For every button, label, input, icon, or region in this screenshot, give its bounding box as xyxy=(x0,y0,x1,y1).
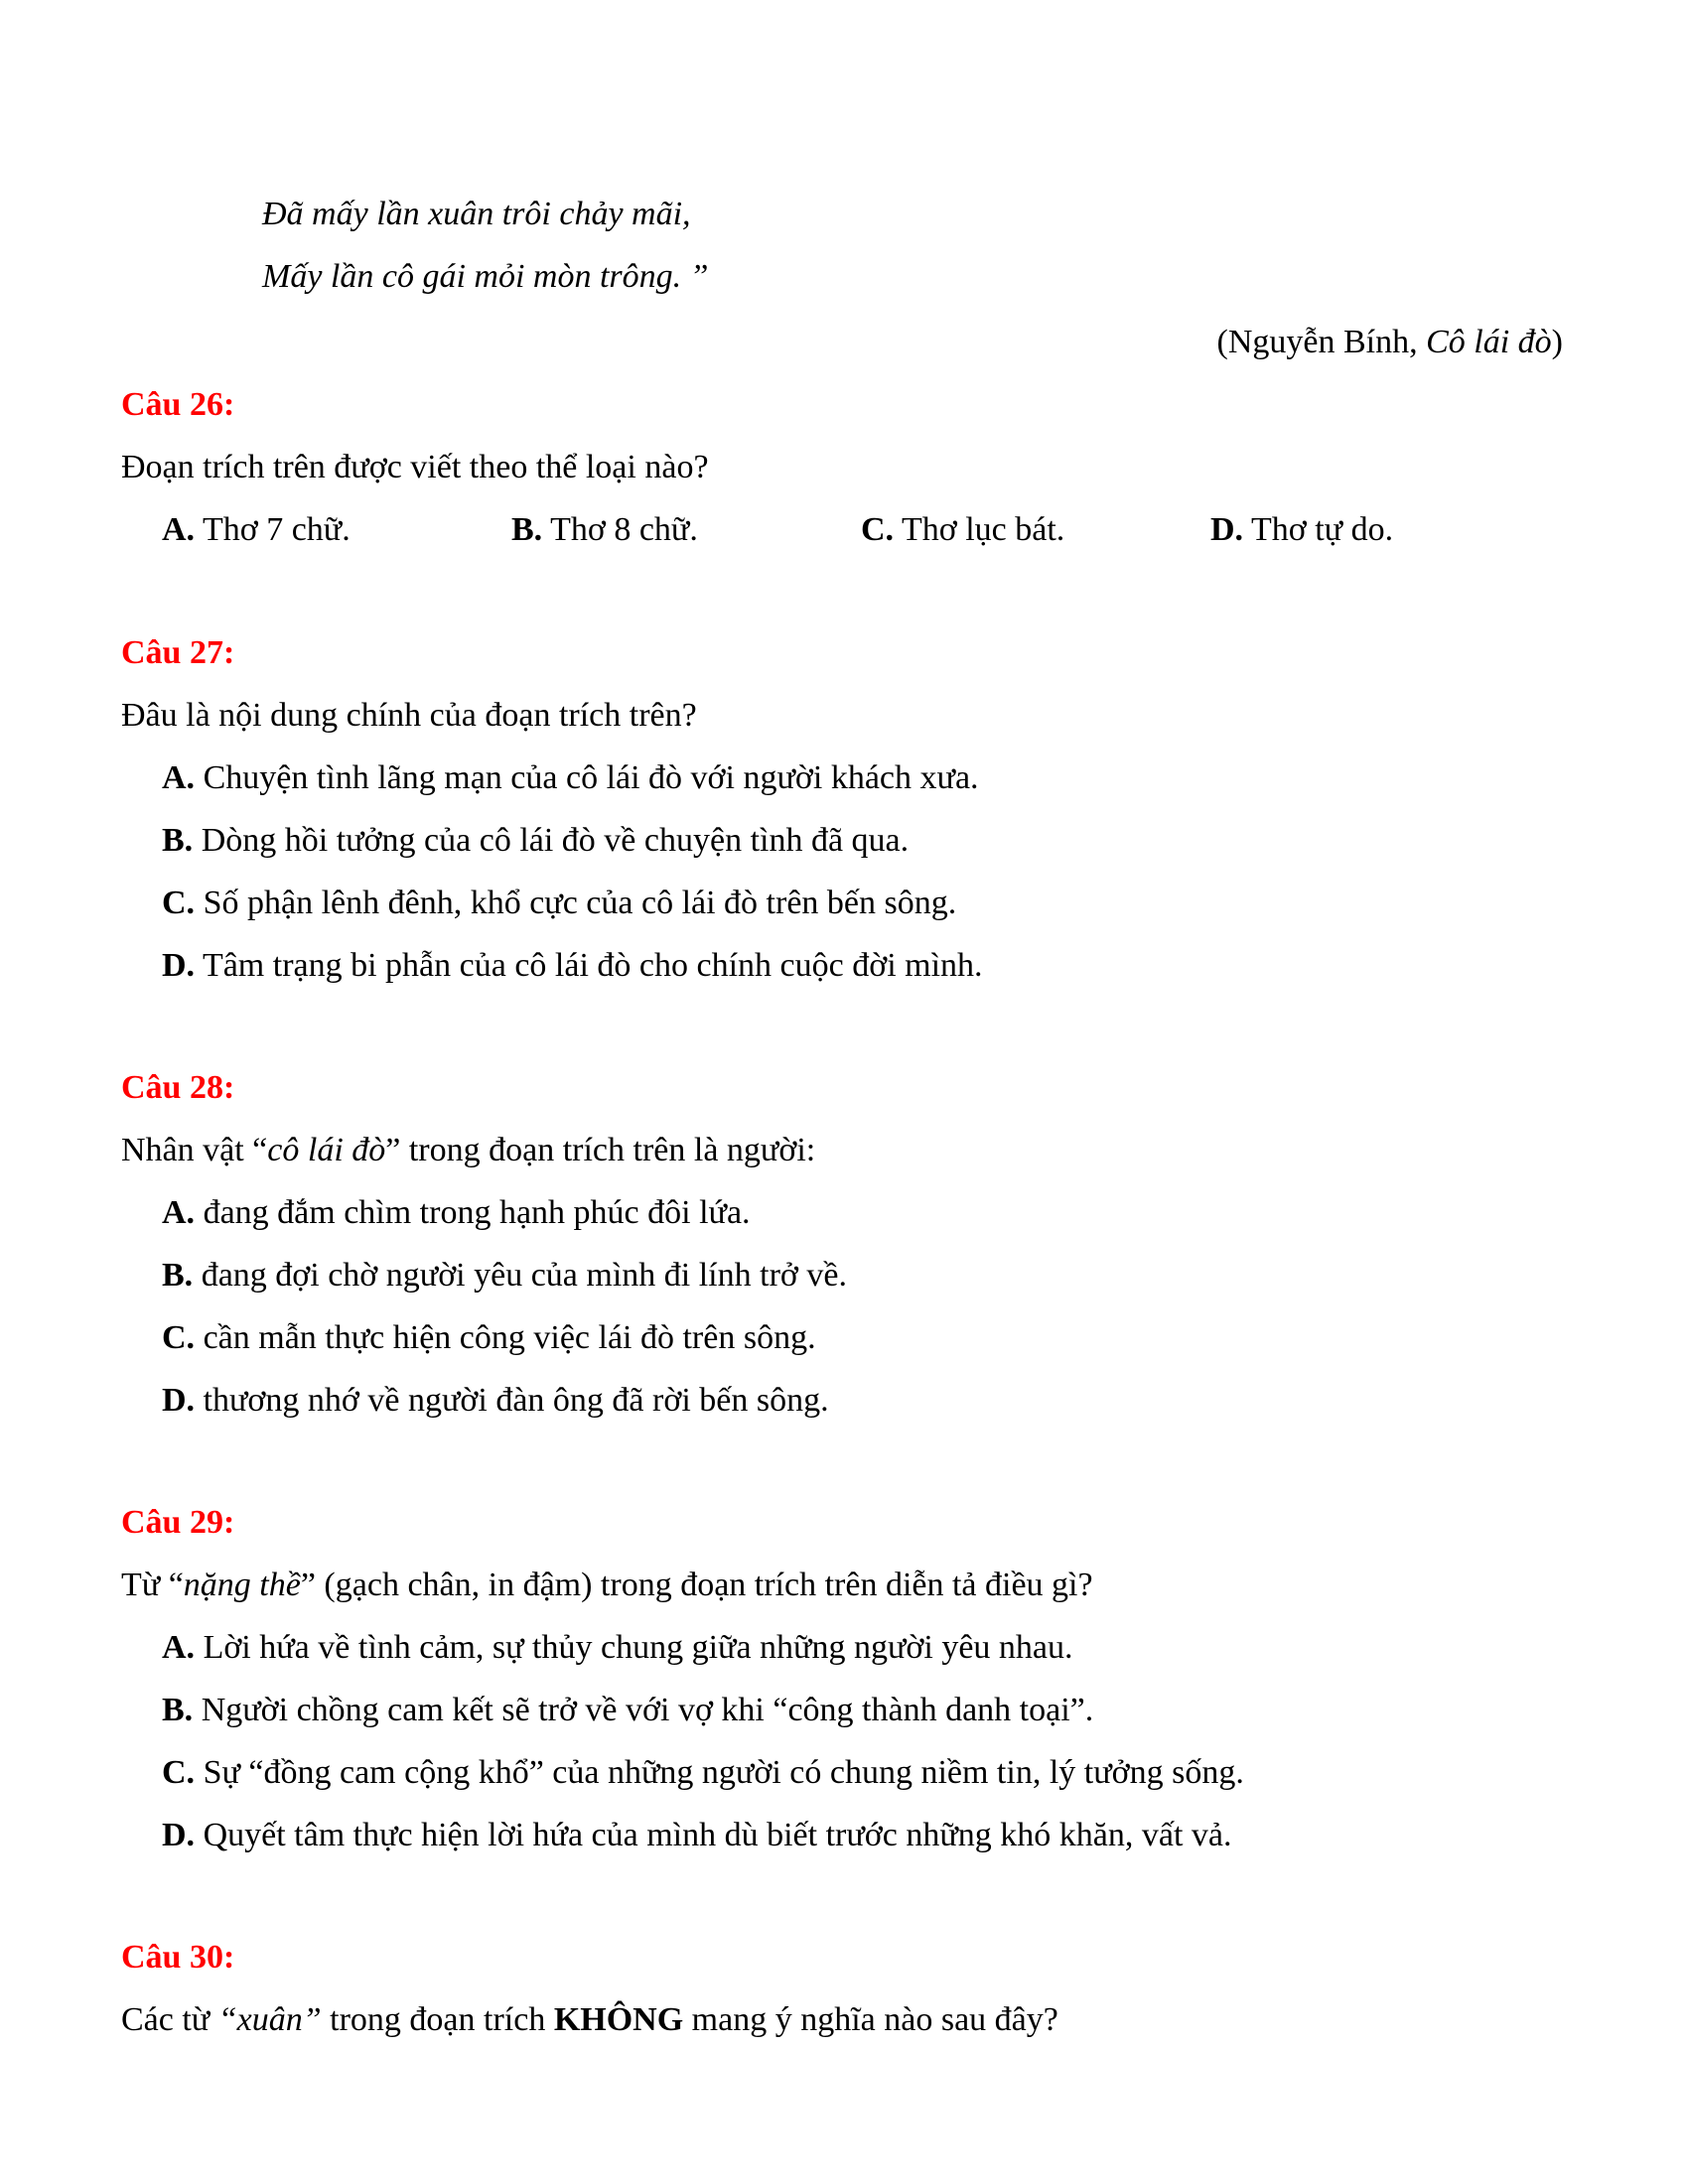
poem-source xyxy=(1217,323,1564,363)
option-text: Thơ 7 chữ. xyxy=(195,511,351,548)
option-text: Thơ lục bát. xyxy=(894,511,1065,548)
option-text: Số phận lênh đênh, khổ cực của cô lái đò trên bến sông. xyxy=(195,885,957,921)
question-text-part: mang ý nghĩa nào sau đây? xyxy=(683,2001,1058,2038)
option-letter: B. xyxy=(162,822,194,859)
option-letter: A. xyxy=(162,1629,196,1666)
question-text-strong: KHÔNG xyxy=(553,2001,684,2038)
question-30 xyxy=(121,1938,1571,2063)
question-text-part: Từ “ xyxy=(121,1567,184,1603)
question-title: Câu 27: xyxy=(121,634,235,671)
question-text-part: Nhân vật “ xyxy=(121,1132,268,1168)
option-letter: A. xyxy=(162,759,196,796)
options-row xyxy=(121,510,1571,573)
option-a[interactable] xyxy=(162,510,351,551)
question-text-emphasis: cô lái đò xyxy=(267,1132,386,1168)
option-d[interactable] xyxy=(121,1816,1571,1878)
poem-line: Đã mấy lần xuân trôi chảy mãi, xyxy=(262,196,691,232)
question-text-emphasis: nặng thề xyxy=(183,1567,301,1603)
option-a[interactable] xyxy=(121,1193,1571,1256)
option-b[interactable] xyxy=(511,510,698,551)
question-28 xyxy=(121,1068,1571,1443)
option-letter: D. xyxy=(162,1382,196,1419)
question-26 xyxy=(121,385,1571,573)
source-author: (Nguyễn Bính, xyxy=(1216,324,1427,360)
option-text: đang đợi chờ người yêu của mình đi lính trở về. xyxy=(193,1257,847,1294)
option-text: Thơ tự do. xyxy=(1243,511,1394,548)
poem-line: Mấy lần cô gái mỏi mòn trông. ” xyxy=(262,258,709,295)
option-letter: D. xyxy=(1210,511,1244,548)
source-work: Cô lái đò xyxy=(1426,324,1552,360)
question-title: Câu 26: xyxy=(121,386,235,423)
question-title: Câu 29: xyxy=(121,1504,235,1541)
question-title: Câu 28: xyxy=(121,1069,235,1106)
option-b[interactable] xyxy=(121,1256,1571,1318)
option-a[interactable] xyxy=(121,1628,1571,1691)
option-letter: C. xyxy=(861,511,895,548)
option-c[interactable] xyxy=(121,884,1571,946)
question-27 xyxy=(121,633,1571,1009)
option-text: Tâm trạng bi phẫn của cô lái đò cho chính cuộc đời mình. xyxy=(195,947,983,984)
question-text-part: ” trong đoạn trích trên là người: xyxy=(385,1132,816,1168)
poem-excerpt xyxy=(262,195,709,320)
question-text-part: Các từ xyxy=(121,2001,218,2038)
question-text-emphasis: “xuân” xyxy=(217,2001,322,2038)
option-c[interactable] xyxy=(121,1753,1571,1816)
option-text: Lời hứa về tình cảm, sự thủy chung giữa những người yêu nhau. xyxy=(195,1629,1073,1666)
option-letter: D. xyxy=(162,1817,196,1853)
question-text: Đâu là nội dung chính của đoạn trích trên? xyxy=(121,697,697,734)
option-letter: D. xyxy=(162,947,196,984)
source-close: ) xyxy=(1551,324,1563,360)
option-text: Thơ 8 chữ. xyxy=(542,511,698,548)
question-29 xyxy=(121,1503,1571,1878)
option-text: Quyết tâm thực hiện lời hứa của mình dù biết trước những khó khăn, vất vả. xyxy=(195,1817,1232,1853)
option-letter: A. xyxy=(162,1194,196,1231)
option-a[interactable] xyxy=(121,758,1571,821)
option-letter: C. xyxy=(162,885,196,921)
question-text-part: ” (gạch chân, in đậm) trong đoạn trích trên diễn tả điều gì? xyxy=(300,1567,1093,1603)
option-text: cần mẫn thực hiện công việc lái đò trên sông. xyxy=(195,1319,816,1356)
option-d[interactable] xyxy=(121,946,1571,1009)
option-c[interactable] xyxy=(861,510,1064,551)
option-b[interactable] xyxy=(121,1691,1571,1753)
option-letter: C. xyxy=(162,1754,196,1791)
option-letter: B. xyxy=(162,1257,194,1294)
option-b[interactable] xyxy=(121,821,1571,884)
question-text xyxy=(121,1566,1571,1628)
option-text: đang đắm chìm trong hạnh phúc đôi lứa. xyxy=(195,1194,751,1231)
option-letter: A. xyxy=(162,511,196,548)
option-letter: B. xyxy=(162,1692,194,1728)
question-text: Đoạn trích trên được viết theo thể loại nào? xyxy=(121,449,709,485)
option-text: Dòng hồi tưởng của cô lái đò về chuyện tình đã qua. xyxy=(193,822,910,859)
question-title: Câu 30: xyxy=(121,1939,235,1976)
option-letter: B. xyxy=(511,511,543,548)
question-text xyxy=(121,2000,1571,2063)
option-letter: C. xyxy=(162,1319,196,1356)
option-d[interactable] xyxy=(121,1381,1571,1443)
option-text: thương nhớ về người đàn ông đã rời bến sông. xyxy=(195,1382,829,1419)
option-d[interactable] xyxy=(1210,510,1393,551)
option-c[interactable] xyxy=(121,1318,1571,1381)
option-text: Người chồng cam kết sẽ trở về với vợ khi “công thành danh toại”. xyxy=(193,1692,1094,1728)
option-text: Sự “đồng cam cộng khổ” của những người có chung niềm tin, lý tưởng sống. xyxy=(195,1754,1244,1791)
question-text-part: trong đoạn trích xyxy=(321,2001,554,2038)
question-text xyxy=(121,1131,1571,1193)
option-text: Chuyện tình lãng mạn của cô lái đò với người khách xưa. xyxy=(195,759,979,796)
